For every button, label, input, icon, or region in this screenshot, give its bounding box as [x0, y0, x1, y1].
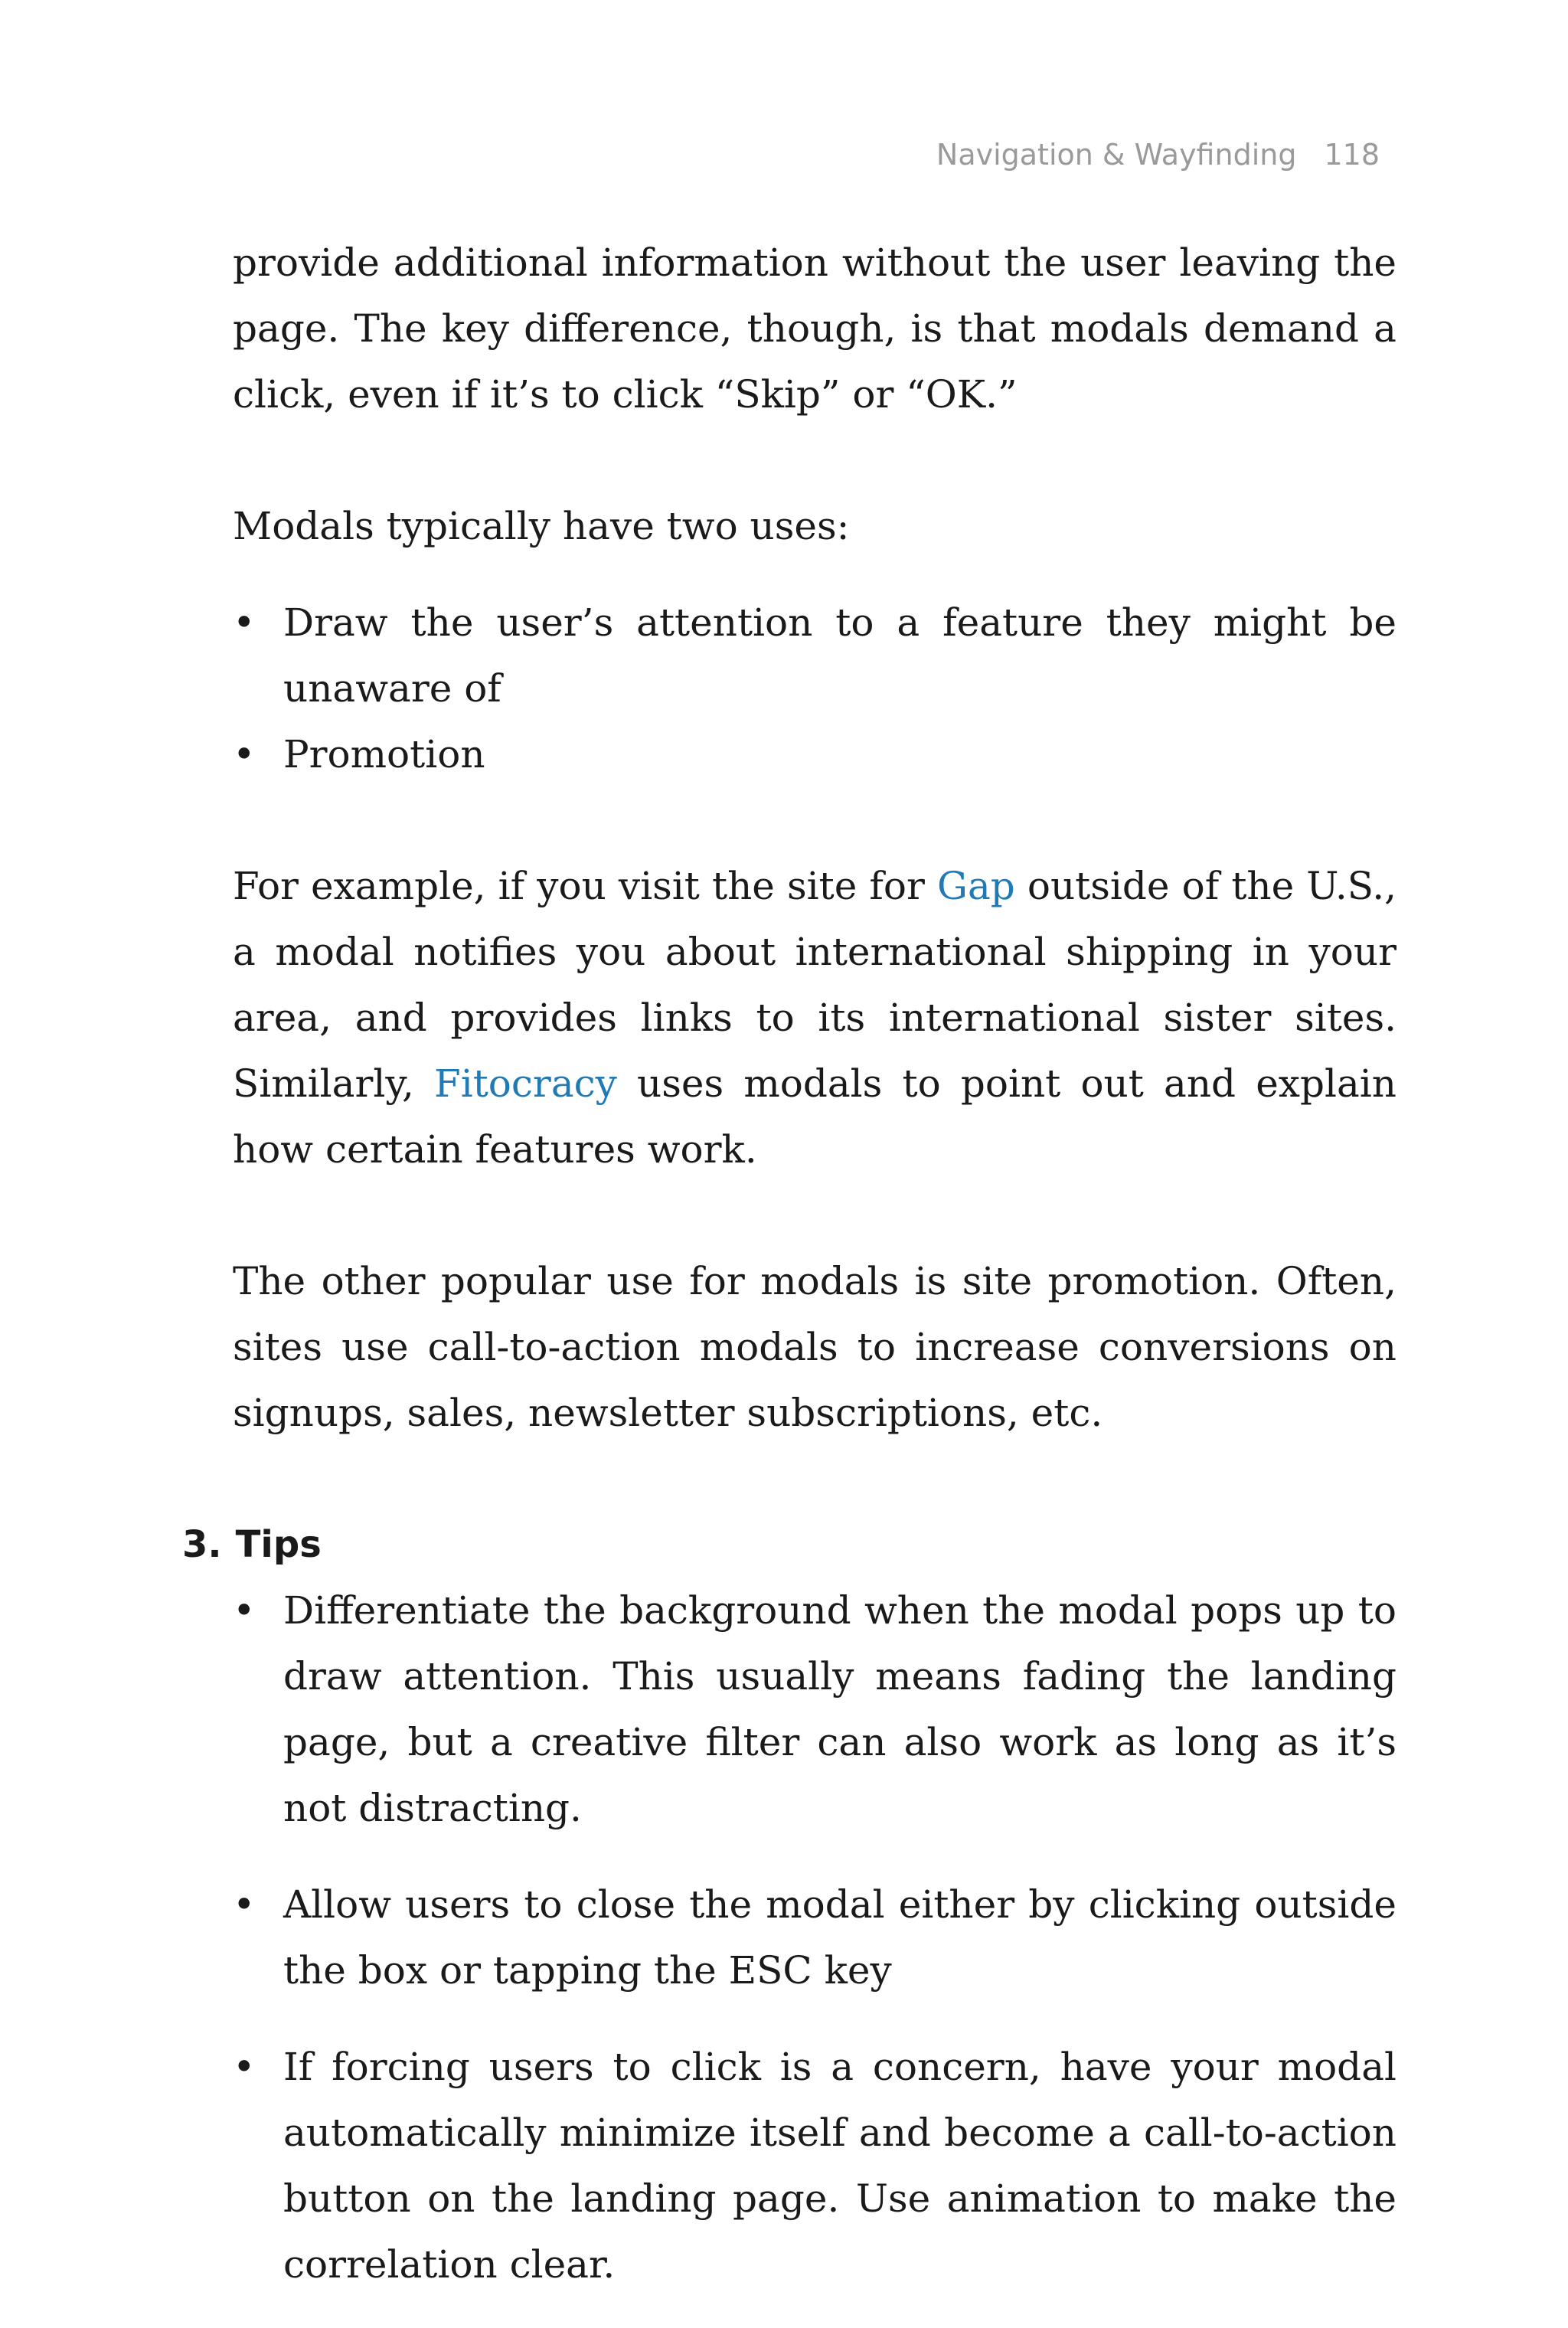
- example-paragraph: [233, 853, 1396, 1182]
- uses-lead: Modals typically have two uses:: [233, 504, 850, 548]
- bullet-icon: •: [233, 600, 256, 645]
- uses-list: [233, 590, 1396, 787]
- list-item: [233, 2034, 1396, 2297]
- section-title-text: Tips: [235, 1523, 322, 1566]
- bullet-icon: •: [233, 1882, 256, 1927]
- list-item-text: Differentiate the background when the modal pops up to draw attention. This usually means fading the landing page, but a creative filter can also work as long as it’s not distracting.: [283, 1588, 1396, 1830]
- example-text: For example, if you visit the site for: [233, 864, 937, 908]
- bullet-icon: •: [233, 1588, 256, 1633]
- list-item: [233, 1578, 1396, 1841]
- list-item: [233, 721, 1396, 787]
- example-text: outside of the U.S., a modal notifies you about international shipping in your area, and provides links to its international sister sites. Similarly,: [233, 864, 1396, 1106]
- list-item: [233, 590, 1396, 721]
- list-item-text: Allow users to close the modal either by clicking outside the box or tapping the ESC key: [283, 1882, 1396, 1993]
- body-text: [182, 230, 1396, 2328]
- gap-link[interactable]: Gap: [937, 864, 1015, 908]
- bullet-icon: •: [233, 2045, 256, 2089]
- section-title: Navigation & Wayfinding: [936, 138, 1297, 172]
- list-item-text: Promotion: [283, 732, 485, 777]
- example-text: uses modals to point out and explain how certain features work.: [233, 1061, 1396, 1172]
- running-header: [936, 138, 1380, 172]
- tips-heading: [182, 1512, 1396, 1578]
- list-item: [233, 1872, 1396, 2003]
- section-number: 3.: [182, 1523, 222, 1566]
- bullet-icon: •: [233, 732, 256, 777]
- list-item-text: If forcing users to click is a concern, have your modal automatically minimize itself and become a call-to-action button on the landing page. Use animation to make the correlation clear.: [283, 2045, 1396, 2287]
- list-item-text: Draw the user’s attention to a feature they might be unaware of: [283, 600, 1396, 711]
- intro-paragraph: provide additional information without the user leaving the page. The key difference, though, is that modals demand a click, even if it’s to click “Skip” or “OK.”: [233, 240, 1396, 417]
- promotion-paragraph: The other popular use for modals is site promotion. Often, sites use call-to-action modals to increase conversions on signups, sales, newsletter subscriptions, etc.: [233, 1259, 1396, 1435]
- tips-list: [233, 1578, 1396, 2297]
- fitocracy-link[interactable]: Fitocracy: [434, 1061, 617, 1106]
- page-number: 118: [1324, 138, 1380, 172]
